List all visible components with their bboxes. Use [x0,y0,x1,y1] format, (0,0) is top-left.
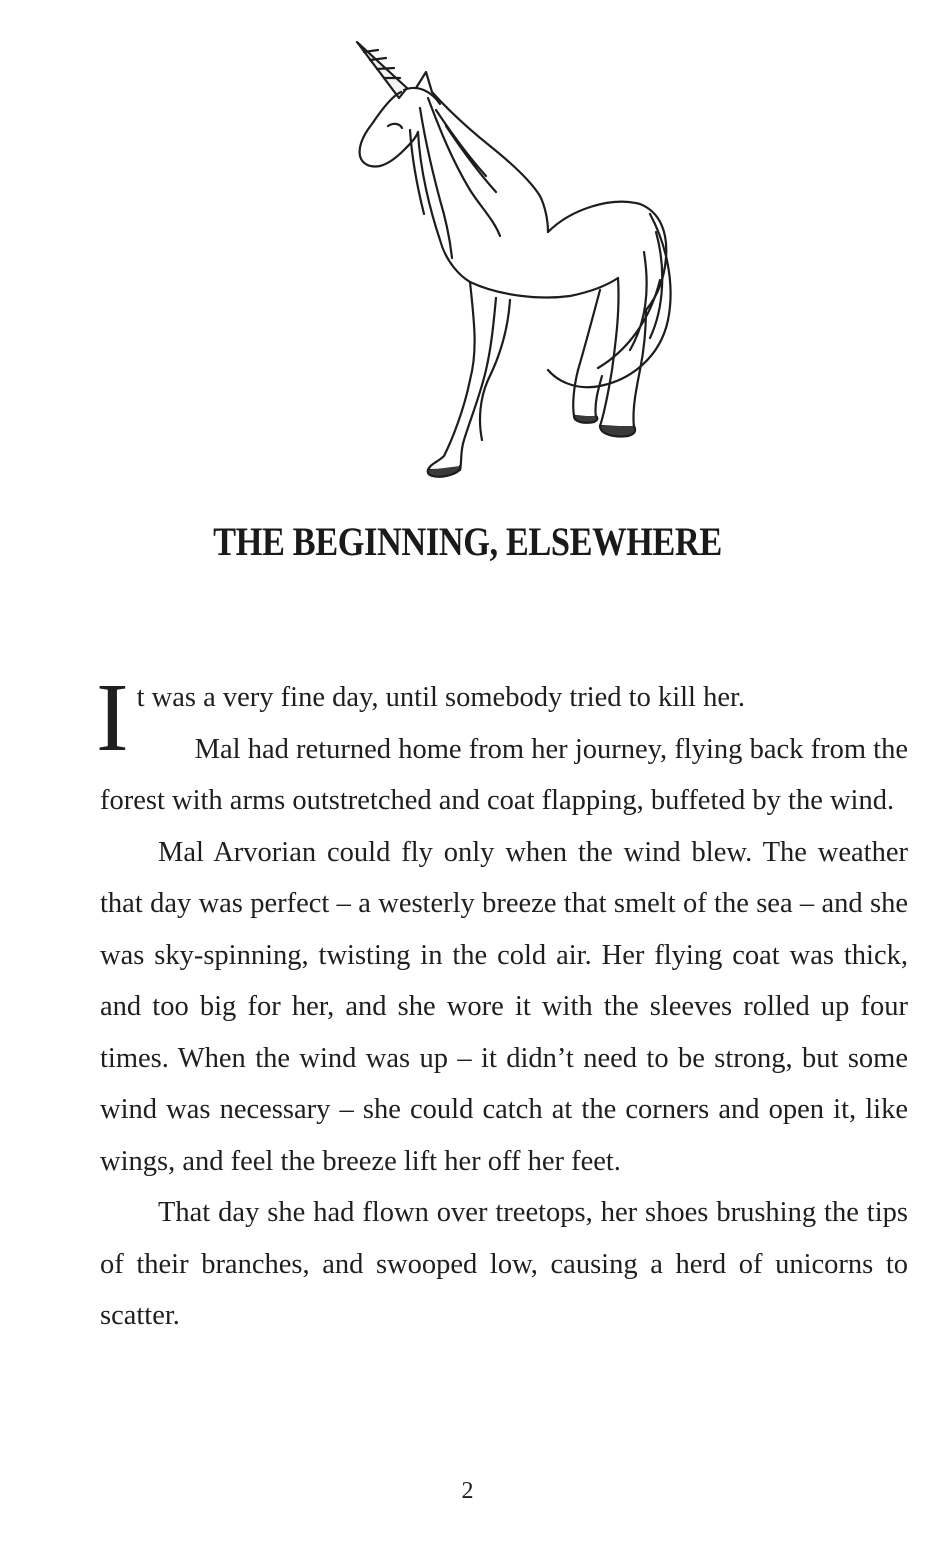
page-number: 2 [461,1478,474,1504]
paragraph-4: That day she had flown over treetops, her shoes brushing the tips of their branches, and swooped low, causing a herd of unicorns to scatter. [100,1197,908,1331]
paragraph-1 [96,664,908,772]
paragraph-2: Mal had returned home from her journey, flying back from the forest with arms outstretched and coat flapping, buffeted by the wind. [100,733,908,816]
chapter-title: THE BEGINNING, ELSEWHERE [213,519,722,564]
unicorn-illustration [0,0,935,500]
drop-cap: I [96,664,129,772]
paragraph-1-text: t was a very fine day, until somebody tried to kill her. [136,682,746,713]
body-text [96,664,908,1342]
paragraph-3: Mal Arvorian could fly only when the wind blew. The weather that day was perfect – a westerly breeze that smelt of the sea – and she was sky-spinning, twisting in the cold air. Her flying coat was thick, and too big for her, and she wore it with the sleeves rolled up four times. When the wind was up – it didn’t need to be strong, but some wind was necessary – she could catch at the corners and open it, like wings, and feel the breeze lift her off her feet. [100,836,908,1177]
